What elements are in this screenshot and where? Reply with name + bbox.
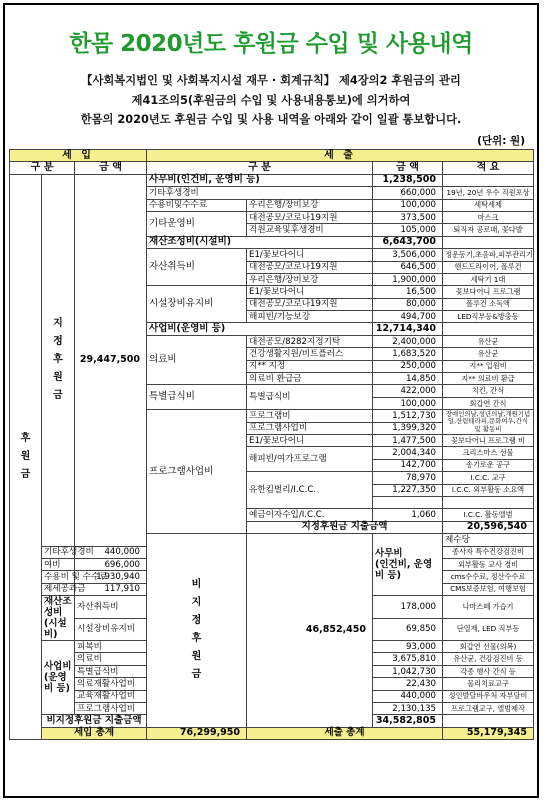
n-business-note-3: 각종 행사 간식 등 <box>443 665 534 677</box>
income-header: 세 입 <box>10 150 147 162</box>
n-office-amount-2: 440,000 <box>75 546 147 558</box>
d-program-sub-1: 프로그램비 <box>247 410 373 422</box>
d-program-note-3: 꽃보다어니 프로그램 비 <box>443 434 534 446</box>
d-other-ops-note-1: 마스크 <box>443 211 534 223</box>
n-business-amount-5: 440,000 <box>373 690 443 702</box>
n-office-note-3: 외부활동 교사 경비 <box>443 558 534 570</box>
d-office-amount: 1,238,500 <box>373 174 443 186</box>
d-program-note-5: 송기로운 공구 <box>443 459 534 471</box>
d-program-amount-4: 2,004,340 <box>373 447 443 459</box>
d-meal-sub: 특별급식비 <box>247 385 373 410</box>
d-facility-sub-1: E1/꽃보다어니 <box>247 286 373 298</box>
d-medical-sub-3: 지** 지정 <box>247 360 373 372</box>
d-asset-amount-1: 3,506,000 <box>373 249 443 261</box>
d-facility-note-1: 꽃보다어니 프로그램 <box>443 286 534 298</box>
d-program-sub-4: 해피빈/여가프로그램 <box>247 447 373 472</box>
d-medical-amount-2: 1,683,520 <box>373 348 443 360</box>
header-row-2 <box>10 162 534 174</box>
d-medical-note-3: 지** 입원비 <box>443 360 534 372</box>
d-asset-note-2: 핸드드라이어, 폴루건 <box>443 261 534 273</box>
d-etc-welfare-label: 기타후생경비 <box>147 187 373 199</box>
n-total-note <box>443 715 534 727</box>
intro-line-2: 제41조의5(후원금의 수입 및 사용내용통보)에 의거하여 <box>131 93 411 107</box>
n-business-sub-3: 특별급식비 <box>75 665 147 677</box>
n-business-amount-2: 3,675,810 <box>373 653 443 665</box>
table-row <box>10 174 534 186</box>
n-office-sub-3: 여비 <box>42 558 75 570</box>
d-meal-amount-1: 422,000 <box>373 385 443 397</box>
expense-gubun-header: 구 분 <box>147 162 373 174</box>
d-other-ops-label: 기타운영비 <box>147 211 247 236</box>
d-facility-sub-3: 해피빈/기능보강 <box>247 311 373 323</box>
n-office-amount-3: 696,000 <box>75 558 147 570</box>
n-office-note-5: CMS보증보험, 여행보험 <box>443 583 534 595</box>
page-title: 한몸 2020년도 후원금 수입 및 사용내역 <box>69 31 473 57</box>
d-program-amount-7: 1,227,350 <box>373 484 443 496</box>
d-meal-note-1: 치킨, 간식 <box>443 385 534 397</box>
d-property-amount: 6,643,700 <box>373 236 443 248</box>
n-business-sub-2: 의료비 <box>75 653 147 665</box>
n-property-sub-1: 자산취득비 <box>75 596 147 619</box>
n-business-amount-4: 22,430 <box>373 678 443 690</box>
designated-label: 지정후원금 <box>42 174 75 546</box>
income-total-amount: 76,299,950 <box>147 727 247 739</box>
d-facility-label: 시설장비유지비 <box>147 286 247 323</box>
n-office-note-4: cms수수료, 정산수수료 <box>443 571 534 583</box>
d-asset-note-1: 정운동기,초음파,피부관리기 <box>443 249 534 261</box>
n-business-note-1: 회갑연 선물(의복) <box>443 641 534 653</box>
income-total-label: 세입 총계 <box>42 727 147 739</box>
d-other-ops-sub-1: 대전공모/코로나19지원 <box>247 211 373 223</box>
d-program-sub-2: 프로그램사업비 <box>247 422 373 434</box>
n-business-amount-1: 93,000 <box>373 641 443 653</box>
d-property-label: 재산조성비(시설비) <box>147 236 373 248</box>
summary-header: 적 요 <box>443 162 534 174</box>
n-business-label: 사업비 (운영비 등) <box>42 641 75 715</box>
n-business-amount-6: 2,130,135 <box>373 703 443 715</box>
d-program-note-4: 크리스마스 선물 <box>443 447 534 459</box>
intro-line-1: 【사회복지법인 및 사회복지시설 재무 · 회계규칙】 제4장의2 후원금의 관리 <box>81 74 461 87</box>
intro-text <box>5 71 537 130</box>
d-fees-sub: 우리은행/장비보강 <box>247 199 373 211</box>
d-medical-note-2: 유산균 <box>443 348 534 360</box>
d-program-amount-5: 142,700 <box>373 459 443 471</box>
d-program-note-1: 장애인의날,성년의날,개원기념일,산림테라피,문화여우,간식 및 활동비 <box>443 410 534 435</box>
d-program-empty-2 <box>443 496 534 508</box>
n-property-note-2: 단열재, LED 직부등 <box>443 618 534 641</box>
d-asset-label: 자산취득비 <box>147 249 247 286</box>
d-facility-sub-2: 대전공모/코로나19지원 <box>247 298 373 310</box>
d-facility-amount-1: 16,500 <box>373 286 443 298</box>
d-meal-label: 특별급식비 <box>147 385 247 410</box>
d-other-ops-note-2: 퇴직자 공로패, 꽃다발 <box>443 224 534 236</box>
d-medical-amount-3: 250,000 <box>373 360 443 372</box>
d-program-note-8: I.C.C. 활동앨범 <box>443 509 534 521</box>
d-medical-amount-1: 2,400,000 <box>373 335 443 347</box>
d-program-amount-6: 78,970 <box>373 472 443 484</box>
intro-line-3: 한몸의 2020년도 후원금 수입 및 사용 내역을 아래와 같이 일괄 통보합니다. <box>80 113 462 126</box>
d-program-sub-8: 예금이자수입/I.C.C. <box>247 509 373 521</box>
d-etc-welfare-amount: 660,000 <box>373 187 443 199</box>
totals-row <box>10 727 534 739</box>
n-property-amount-1: 178,000 <box>373 596 443 619</box>
n-property-note-1: 나마스떼 가습기 <box>443 596 534 619</box>
n-business-sub-5: 교육재활사업비 <box>75 690 147 702</box>
d-medical-sub-2: 건강생활지원/비트플러스 <box>247 348 373 360</box>
d-program-amount-1: 1,512,730 <box>373 410 443 422</box>
d-program-label: 프로그램사업비 <box>147 410 247 534</box>
income-gubun-header: 구 분 <box>10 162 75 174</box>
n-office-sub-5: 제세공과금 <box>42 583 75 595</box>
d-medical-amount-4: 14,850 <box>373 373 443 385</box>
d-fees-amount: 100,000 <box>373 199 443 211</box>
income-main-label: 후원금 <box>10 174 42 739</box>
d-business-note <box>443 323 534 335</box>
d-facility-note-2: 폴루건 소독액 <box>443 298 534 310</box>
n-business-note-5: 성인발달바우처 자부담비 <box>443 690 534 702</box>
n-office-label: 사무비 (인건비, 운영비 등) <box>373 534 443 596</box>
d-medical-note-4: 지** 의료비 환급 <box>443 373 534 385</box>
d-medical-note-1: 유산균 <box>443 335 534 347</box>
n-office-sub-4: 수용비 및 수수료 <box>42 571 75 583</box>
d-program-amount-3: 1,477,500 <box>373 434 443 446</box>
n-property-sub-2: 시설장비유지비 <box>75 618 147 641</box>
d-office-note <box>443 174 534 186</box>
d-meal-note-2: 회갑연 간식 <box>443 397 534 409</box>
n-business-note-6: 프로그램교구, 앨범제작 <box>443 703 534 715</box>
expense-header: 세 출 <box>147 150 534 162</box>
designated-amount: 29,447,500 <box>75 174 147 546</box>
n-business-sub-4: 의료재활사업비 <box>75 678 147 690</box>
d-facility-amount-3: 494,700 <box>373 311 443 323</box>
d-other-ops-amount-2: 105,000 <box>373 224 443 236</box>
d-program-note-6: I.C.C. 교구 <box>443 472 534 484</box>
d-medical-label: 의료비 <box>147 335 247 385</box>
n-total-amount: 34,582,805 <box>373 715 443 727</box>
n-business-sub-1: 피복비 <box>75 641 147 653</box>
d-facility-amount-2: 80,000 <box>373 298 443 310</box>
report-table <box>9 149 534 740</box>
nondesignated-amount: 46,852,450 <box>247 534 373 728</box>
d-program-amount-8: 1,060 <box>373 509 443 521</box>
n-business-note-4: 물리치료교구 <box>443 678 534 690</box>
d-asset-sub-2: 대전공모/코로나19지원 <box>247 261 373 273</box>
d-other-ops-sub-2: 직원교육및후생경비 <box>247 224 373 236</box>
n-business-sub-6: 프로그램사업비 <box>75 703 147 715</box>
d-business-amount: 12,714,340 <box>373 323 443 335</box>
d-facility-note-3: LED직부등&방충등 <box>443 311 534 323</box>
n-office-amount-4: 1,930,940 <box>75 571 147 583</box>
expense-total-label: 세출 총계 <box>247 727 443 739</box>
n-property-amount-2: 69,850 <box>373 618 443 641</box>
d-asset-sub-1: E1/꽃보다어니 <box>247 249 373 261</box>
d-fees-note: 세탁세제 <box>443 199 534 211</box>
d-medical-sub-4: 의료비 환급금 <box>247 373 373 385</box>
income-amount-header: 금 액 <box>75 162 147 174</box>
d-program-sub-6: 유한킴벌리/I.C.C. <box>247 472 373 509</box>
d-total-amount: 20,596,540 <box>443 521 534 533</box>
d-asset-amount-3: 1,900,000 <box>373 273 443 285</box>
d-fees-label: 수용비및수수료 <box>147 199 247 211</box>
n-office-note-2: 종사자 특수건강검진비 <box>443 546 534 558</box>
d-other-ops-amount-1: 373,500 <box>373 211 443 223</box>
d-program-empty-1 <box>373 496 443 508</box>
d-asset-note-3: 세탁기 1대 <box>443 273 534 285</box>
d-meal-amount-2: 100,000 <box>373 397 443 409</box>
n-business-amount-3: 1,042,730 <box>373 665 443 677</box>
d-asset-sub-3: 우리은행/장비보강 <box>247 273 373 285</box>
d-medical-sub-1: 대전공모/8282지정기탁 <box>247 335 373 347</box>
n-office-sub-1: 제수당 <box>443 534 534 546</box>
expense-total-amount: 55,179,345 <box>443 727 534 739</box>
d-asset-amount-2: 646,500 <box>373 261 443 273</box>
expense-amount-header: 금 액 <box>373 162 443 174</box>
n-office-amount-5: 117,910 <box>75 583 147 595</box>
unit-label: (단위: 원) <box>477 135 525 147</box>
d-program-note-7: I.C.C. 외부활동 소요액 <box>443 484 534 496</box>
n-business-note-2: 유산균, 건강검진비 등 <box>443 653 534 665</box>
header-row-1 <box>10 150 534 162</box>
d-total-label: 지정후원금 지출금액 <box>247 521 443 533</box>
n-total-label: 비지정후원금 지출금액 <box>42 715 147 727</box>
d-program-amount-2: 1,399,320 <box>373 422 443 434</box>
n-office-sub-2: 기타후생경비 <box>42 546 75 558</box>
d-property-note <box>443 236 534 248</box>
d-office-label: 사무비(인건비, 운영비 등) <box>147 174 373 186</box>
nondesignated-label: 비지정후원금 <box>147 534 247 728</box>
d-etc-welfare-note: 19년, 20년 우수 직원포상 <box>443 187 534 199</box>
d-business-label: 사업비(운영비 등) <box>147 323 373 335</box>
n-property-label: 재산조성비 (시설비) <box>42 596 75 641</box>
d-program-sub-3: E1/꽃보다어니 <box>247 434 373 446</box>
